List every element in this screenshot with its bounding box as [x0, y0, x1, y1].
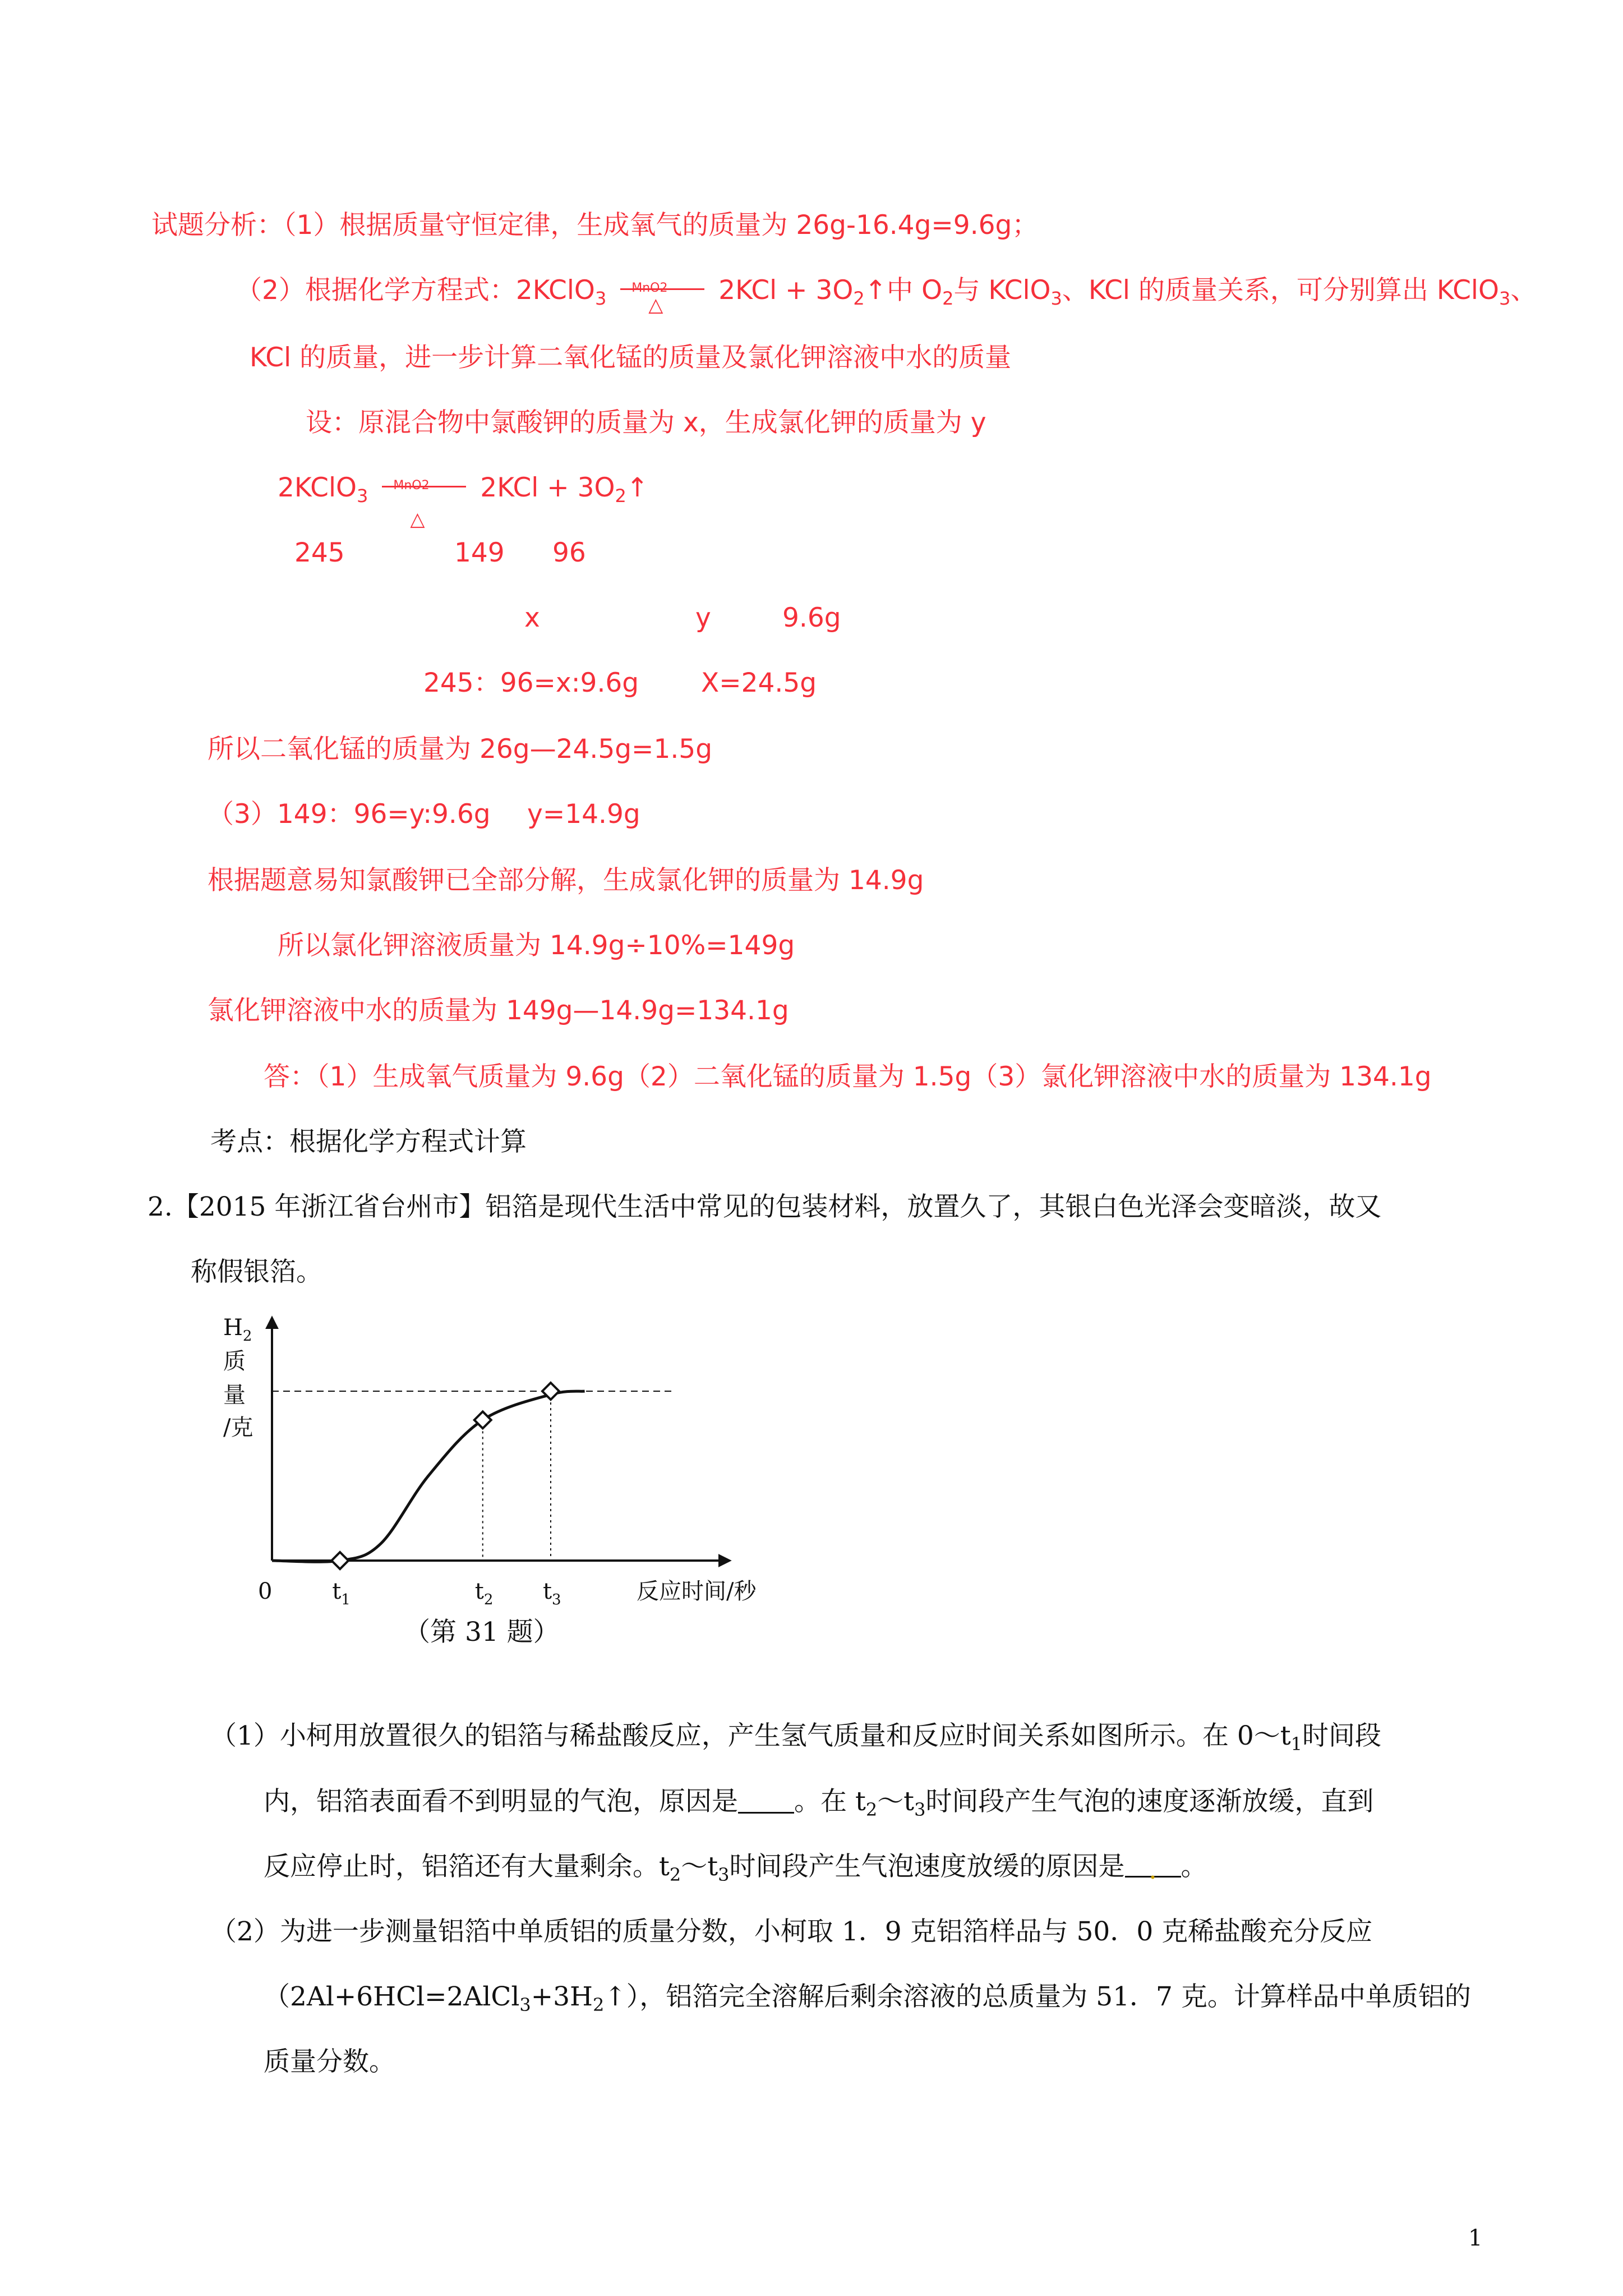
- subscript: 2: [853, 288, 865, 309]
- text: 内，铝箔表面看不到明显的气泡，原因是: [264, 1786, 738, 1817]
- text: 与 KClO: [953, 275, 1051, 306]
- text: 。在 t: [794, 1786, 866, 1817]
- text: 反应停止时，铝箔还有大量剩余。t: [264, 1851, 670, 1882]
- chart-caption: （第 31 题）: [404, 1617, 560, 1648]
- arrow-bar: [382, 486, 466, 487]
- q2-part1-line-1: [210, 1719, 1381, 1761]
- y-label-line-1: $H_2$: [223, 1315, 252, 1345]
- text: 。: [1181, 1851, 1207, 1882]
- text: 2KClO: [278, 472, 357, 503]
- analysis-line-10: （3）149：96=y:9.6g: [208, 799, 491, 830]
- text: ↑），铝箔完全溶解后剩余溶液的总质量为 51．7 克。计算样品中单质铝的: [604, 1981, 1471, 2012]
- subscript: 3: [718, 1864, 730, 1885]
- y-label-line-3: 量: [223, 1382, 246, 1408]
- text: ～t: [681, 1851, 718, 1882]
- subscript: 3: [1050, 288, 1062, 309]
- variable-x: x: [524, 602, 540, 633]
- page-number: 1: [1468, 2225, 1483, 2251]
- text: 2KCl + 3O: [718, 275, 854, 306]
- analysis-line-10-answer: y=14.9g: [527, 799, 640, 830]
- chemical-equation: [278, 471, 649, 531]
- analysis-line-1: 试题分析：（1）根据质量守恒定律，生成氧气的质量为 26g-16.4g=9.6g；: [151, 210, 1039, 241]
- text: ↑: [626, 472, 649, 503]
- analysis-line-13: 氯化钾溶液中水的质量为 149g—14.9g=134.1g: [208, 995, 789, 1026]
- heat-icon: △: [410, 508, 425, 531]
- analysis-line-12: 所以氯化钾溶液质量为 14.9g÷10%=149g: [278, 930, 795, 961]
- text: 2KCl + 3O: [480, 472, 615, 503]
- text: ↑中 O: [864, 275, 943, 306]
- q2-part2-line-3: 质量分数。: [264, 2046, 395, 2077]
- text: +3H: [531, 1981, 593, 2012]
- analysis-line-4: 设：原混合物中氯酸钾的质量为 x，生成氯化钾的质量为 y: [306, 407, 986, 438]
- subscript: 3: [1499, 288, 1511, 309]
- q2-part1-line-2: [264, 1785, 1373, 1826]
- molar-mass-96: 96: [552, 537, 586, 568]
- q2-part2-line-1: （2）为进一步测量铝箔中单质铝的质量分数，小柯取 1．9 克铝箔样品与 50．0 克稀盐酸充分反应: [210, 1916, 1373, 1947]
- reaction-arrow: [615, 274, 710, 316]
- ratio-1-answer: X=24.5g: [701, 668, 817, 698]
- subscript: 2: [593, 1994, 605, 2016]
- subscript: 3: [594, 288, 607, 309]
- q2-part2-line-2: [264, 1980, 1471, 2022]
- analysis-line-2: [236, 274, 1537, 315]
- marker-t1: [331, 1552, 348, 1569]
- blank-mark: .: [1149, 1855, 1157, 1885]
- q2-line-2: 称假银箔。: [191, 1257, 322, 1287]
- answer-blank-1[interactable]: [738, 1789, 794, 1814]
- q2-line-1: 2.【2015 年浙江省台州市】铝箔是现代生活中常见的包装材料，放置久了，其银白色光泽会变暗淡，故又: [147, 1191, 1382, 1222]
- subscript: 3: [914, 1799, 926, 1820]
- subscript: 2: [669, 1864, 681, 1885]
- analysis-answer: 答：（1）生成氧气质量为 9.6g（2）二氧化锰的质量为 1.5g（3）氯化钾溶液中水的质量为 134.1g: [264, 1061, 1432, 1092]
- variable-y: y: [695, 602, 711, 633]
- subscript: 2: [615, 485, 626, 507]
- analysis-line-3: KCl 的质量，进一步计算二氧化锰的质量及氯化钾溶液中水的质量: [250, 342, 1012, 373]
- kaodian: 考点：根据化学方程式计算: [210, 1126, 527, 1157]
- text: 、: [1510, 275, 1537, 306]
- text: 时间段产生气泡的速度逐渐放缓，直到: [925, 1786, 1374, 1817]
- molar-mass-245: 245: [294, 537, 345, 568]
- text: （1）小柯用放置很久的铝箔与稀盐酸反应，产生氢气质量和反应时间关系如图所示。在 0～t: [210, 1720, 1291, 1751]
- subscript: 2: [942, 288, 954, 309]
- reaction-arrow: [376, 471, 472, 531]
- subscript: 3: [357, 485, 368, 507]
- h2-mass-chart: [213, 1307, 791, 1621]
- text: 时间段: [1302, 1720, 1381, 1751]
- known-mass: 9.6g: [782, 602, 841, 633]
- subscript: 2: [865, 1799, 878, 1820]
- subscript: 3: [519, 1994, 531, 2016]
- molar-mass-149: 149: [454, 537, 505, 568]
- y-label-line-4: /克: [223, 1415, 253, 1441]
- text: （2Al+6HCl=2AlCl: [264, 1981, 520, 2012]
- analysis-line-9: 所以二氧化锰的质量为 26g—24.5g=1.5g: [208, 734, 713, 765]
- x-tick-t1: $t_1$: [332, 1579, 351, 1608]
- x-tick-t3: $t_3$: [542, 1579, 561, 1608]
- y-label-line-2: 质: [223, 1349, 246, 1374]
- q2-part1-line-3: [264, 1850, 1207, 1892]
- text: 时间段产生气泡速度放缓的原因是: [729, 1851, 1125, 1882]
- analysis-line-11: 根据题意易知氯酸钾已全部分解，生成氯化钾的质量为 14.9g: [208, 865, 924, 896]
- x-tick-t2: $t_2$: [474, 1579, 494, 1608]
- h2-mass-curve: [272, 1391, 585, 1562]
- text: （2）根据化学方程式：2KClO: [236, 275, 595, 306]
- ratio-1: 245：96=x:9.6g: [423, 668, 639, 698]
- answer-blank-2[interactable]: [1125, 1853, 1181, 1885]
- origin-label: 0: [258, 1579, 273, 1604]
- text: ～t: [877, 1786, 915, 1817]
- heat-icon: △: [648, 294, 663, 316]
- text: 、KCl 的质量关系，可分别算出 KClO: [1062, 275, 1499, 306]
- catalyst-label: MnO2: [393, 478, 430, 493]
- subscript: 1: [1290, 1733, 1302, 1755]
- catalyst-label: MnO2: [631, 281, 668, 295]
- x-axis-label: 反应时间/秒: [637, 1579, 757, 1604]
